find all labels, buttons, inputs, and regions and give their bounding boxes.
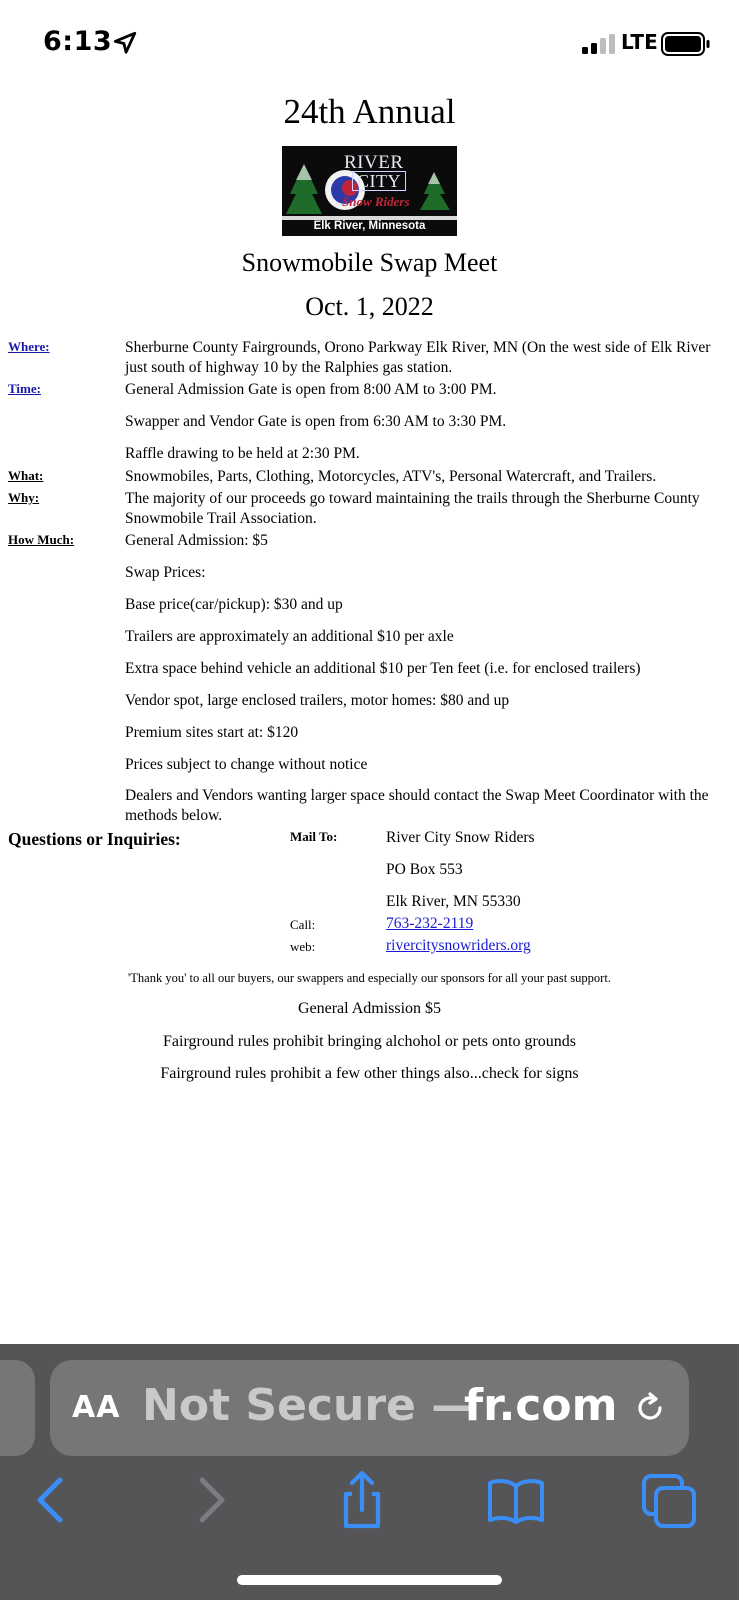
where-text: Sherburne County Fairgrounds, Orono Parkway Elk River, MN (On the west side of Elk River just south of highway 10 by the Ralphies gas station. [125, 339, 711, 376]
cellular-signal-icon [582, 34, 616, 54]
price-line: Prices subject to change without notice [125, 756, 368, 773]
price-line: Premium sites start at: $120 [125, 724, 299, 741]
web-label: web: [290, 939, 316, 954]
location-arrow-icon [112, 30, 138, 56]
price-line: Dealers and Vendors wanting larger space should contact the Swap Meet Coordinator with the methods below. [125, 787, 709, 824]
url-domain: fr.com [464, 1380, 618, 1431]
status-time: 6:13 [43, 26, 113, 57]
phone-link[interactable]: 763-232-2119 [386, 915, 474, 932]
questions-heading: Questions or Inquiries: [8, 829, 181, 849]
what-text: Snowmobiles, Parts, Clothing, Motorcycles, ATV's, Personal Watercraft, and Trailers. [125, 468, 657, 485]
time-label: Time: [8, 381, 41, 396]
back-icon[interactable] [22, 1470, 82, 1530]
reload-icon[interactable] [630, 1388, 670, 1428]
previous-tab-preview[interactable] [0, 1360, 35, 1456]
why-label: Why: [8, 490, 40, 505]
security-label: Not Secure — [142, 1380, 476, 1431]
logo-text-river: RIVER [344, 152, 404, 173]
mail-line: River City Snow Riders [386, 829, 535, 846]
tabs-icon[interactable] [640, 1470, 700, 1530]
price-line: Extra space behind vehicle an additional $10 per Ten feet (i.e. for enclosed trailers) [125, 660, 641, 677]
club-logo [282, 146, 457, 236]
general-admission-note: General Admission $5 [297, 1000, 442, 1017]
thanks-note: 'Thank you' to all our buyers, our swappers and especially our sponsors for all your past support. [128, 971, 611, 985]
where-label: Where: [8, 339, 50, 354]
home-indicator[interactable] [237, 1575, 502, 1585]
call-label: Call: [290, 917, 316, 932]
price-line: Base price(car/pickup): $30 and up [125, 596, 343, 613]
logo-text-city: CITY [352, 171, 406, 191]
mail-line: Elk River, MN 55330 [386, 893, 521, 910]
mail-to-label: Mail To: [290, 829, 338, 844]
reader-settings-button[interactable]: AA [72, 1390, 121, 1425]
logo-text-snow-riders: Snow Riders [342, 194, 410, 209]
rule-note: Fairground rules prohibit a few other things also...check for signs [160, 1065, 579, 1082]
what-label: What: [8, 468, 44, 483]
event-name: Snowmobile Swap Meet [241, 248, 498, 277]
status-bar [0, 0, 739, 90]
price-line: Trailers are approximately an additional $10 per axle [125, 628, 454, 645]
forward-icon[interactable] [180, 1470, 240, 1530]
time-line: General Admission Gate is open from 8:00 AM to 3:00 PM. [125, 381, 497, 398]
browser-toolbar [0, 1344, 739, 1600]
logo-caption: Elk River, Minnesota [313, 220, 426, 232]
doc-heading: 24th Annual [283, 92, 456, 131]
price-line: General Admission: $5 [125, 532, 268, 549]
why-text: The majority of our proceeds go toward maintaining the trails through the Sherburne County Snowmobile Trail Association. [125, 490, 700, 527]
mail-line: PO Box 553 [386, 861, 463, 878]
website-link[interactable]: rivercitysnowriders.org [386, 937, 531, 954]
how-much-label: How Much: [8, 532, 75, 547]
price-line: Swap Prices: [125, 564, 206, 581]
event-date: Oct. 1, 2022 [305, 292, 434, 321]
bookmarks-icon[interactable] [486, 1470, 546, 1530]
price-line: Vendor spot, large enclosed trailers, motor homes: $80 and up [125, 692, 510, 709]
rule-note: Fairground rules prohibit bringing alchohol or pets onto grounds [163, 1033, 576, 1050]
share-icon[interactable] [332, 1470, 392, 1530]
time-line: Raffle drawing to be held at 2:30 PM. [125, 445, 360, 462]
network-type: LTE [621, 30, 658, 54]
battery-icon [661, 32, 711, 56]
time-line: Swapper and Vendor Gate is open from 6:30 AM to 3:30 PM. [125, 413, 507, 430]
address-bar[interactable] [50, 1360, 689, 1456]
